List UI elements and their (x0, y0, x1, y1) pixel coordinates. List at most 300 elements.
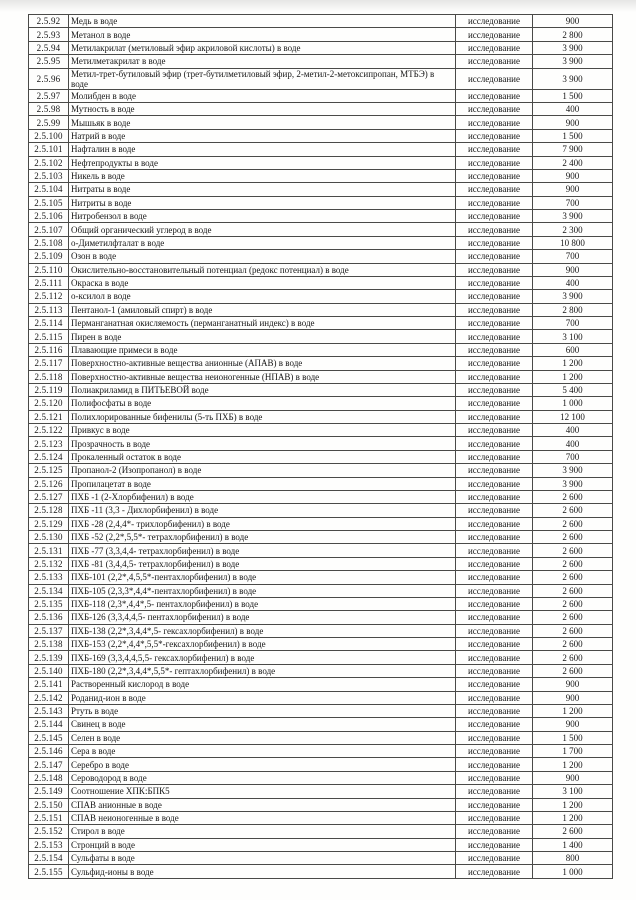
unit-cell: исследование (456, 236, 533, 249)
unit-cell: исследование (456, 477, 533, 490)
price-cell: 2 600 (533, 584, 613, 597)
unit-cell: исследование (456, 276, 533, 289)
price-cell: 1 500 (533, 89, 613, 102)
price-cell: 10 800 (533, 236, 613, 249)
price-cell: 1 200 (533, 811, 613, 824)
unit-cell: исследование (456, 263, 533, 276)
row-number-cell: 2.5.104 (29, 183, 69, 196)
price-cell: 800 (533, 852, 613, 865)
table-row (29, 156, 613, 169)
row-number-cell: 2.5.92 (29, 15, 69, 28)
price-cell: 2 800 (533, 303, 613, 316)
table-row (29, 504, 613, 517)
unit-cell: исследование (456, 557, 533, 570)
service-name-cell: Нитробензол в воде (69, 210, 456, 223)
unit-cell: исследование (456, 597, 533, 610)
table-row (29, 290, 613, 303)
table-row (29, 15, 613, 28)
row-number-cell: 2.5.151 (29, 811, 69, 824)
table-row (29, 718, 613, 731)
service-name-cell: Стирол в воде (69, 825, 456, 838)
service-name-cell: Перманганатная окисляемость (перманганатный индекс) в воде (69, 317, 456, 330)
unit-cell: исследование (456, 89, 533, 102)
service-name-cell: Сера в воде (69, 745, 456, 758)
table-row (29, 370, 613, 383)
row-number-cell: 2.5.136 (29, 611, 69, 624)
row-number-cell: 2.5.139 (29, 651, 69, 664)
service-name-cell: Медь в воде (69, 15, 456, 28)
service-name-cell: ПХБ-118 (2,3*,4,4*,5- пентахлорбифенил) в воде (69, 597, 456, 610)
table-row (29, 89, 613, 102)
row-number-cell: 2.5.111 (29, 276, 69, 289)
service-name-cell: Поверхностно-активные вещества анионные (АПАВ) в воде (69, 357, 456, 370)
service-name-cell: Натрий в воде (69, 129, 456, 142)
service-name-cell: Прокаленный остаток в воде (69, 450, 456, 463)
row-number-cell: 2.5.125 (29, 464, 69, 477)
table-row (29, 343, 613, 356)
unit-cell: исследование (456, 758, 533, 771)
table-row (29, 745, 613, 758)
row-number-cell: 2.5.129 (29, 517, 69, 530)
price-cell: 600 (533, 343, 613, 356)
service-name-cell: Роданид-ион в воде (69, 691, 456, 704)
unit-cell: исследование (456, 410, 533, 423)
service-name-cell: Метилакрилат (метиловый эфир акриловой кислоты) в воде (69, 41, 456, 54)
row-number-cell: 2.5.148 (29, 771, 69, 784)
row-number-cell: 2.5.140 (29, 664, 69, 677)
row-number-cell: 2.5.155 (29, 865, 69, 878)
price-cell: 3 100 (533, 330, 613, 343)
unit-cell: исследование (456, 865, 533, 878)
table-row (29, 437, 613, 450)
price-cell: 3 900 (533, 55, 613, 68)
price-cell: 400 (533, 437, 613, 450)
service-name-cell: Растворенный кислород в воде (69, 678, 456, 691)
unit-cell: исследование (456, 103, 533, 116)
unit-cell: исследование (456, 55, 533, 68)
row-number-cell: 2.5.120 (29, 397, 69, 410)
row-number-cell: 2.5.122 (29, 424, 69, 437)
price-cell: 2 600 (533, 490, 613, 503)
price-cell: 2 600 (533, 544, 613, 557)
price-cell: 2 600 (533, 504, 613, 517)
row-number-cell: 2.5.146 (29, 745, 69, 758)
table-row (29, 383, 613, 396)
service-name-cell: ПХБ-105 (2,3,3*,4,4*-пентахлорбифенил) в воде (69, 584, 456, 597)
unit-cell: исследование (456, 651, 533, 664)
row-number-cell: 2.5.99 (29, 116, 69, 129)
unit-cell: исследование (456, 490, 533, 503)
unit-cell: исследование (456, 156, 533, 169)
price-cell: 900 (533, 169, 613, 182)
service-name-cell: Плавающие примеси в воде (69, 343, 456, 356)
row-number-cell: 2.5.96 (29, 68, 69, 89)
price-cell: 700 (533, 250, 613, 263)
price-cell: 900 (533, 263, 613, 276)
service-name-cell: ПХБ-153 (2,2*,4,4*,5,5*-гексахлорбифенил) в воде (69, 638, 456, 651)
table-row (29, 183, 613, 196)
price-cell: 3 900 (533, 477, 613, 490)
price-table-body (29, 15, 613, 879)
service-name-cell: Озон в воде (69, 250, 456, 263)
row-number-cell: 2.5.138 (29, 638, 69, 651)
unit-cell: исследование (456, 678, 533, 691)
row-number-cell: 2.5.119 (29, 383, 69, 396)
price-cell: 12 100 (533, 410, 613, 423)
unit-cell: исследование (456, 250, 533, 263)
price-cell: 2 600 (533, 557, 613, 570)
service-name-cell: ПХБ -1 (2-Хлорбифенил) в воде (69, 490, 456, 503)
unit-cell: исследование (456, 771, 533, 784)
service-name-cell: Окраска в воде (69, 276, 456, 289)
service-name-cell: Никель в воде (69, 169, 456, 182)
price-cell: 3 900 (533, 68, 613, 89)
table-row (29, 651, 613, 664)
unit-cell: исследование (456, 531, 533, 544)
unit-cell: исследование (456, 28, 533, 41)
row-number-cell: 2.5.152 (29, 825, 69, 838)
table-row (29, 357, 613, 370)
service-name-cell: о-ксилол в воде (69, 290, 456, 303)
table-row (29, 597, 613, 610)
table-row (29, 410, 613, 423)
unit-cell: исследование (456, 544, 533, 557)
unit-cell: исследование (456, 143, 533, 156)
unit-cell: исследование (456, 571, 533, 584)
row-number-cell: 2.5.127 (29, 490, 69, 503)
unit-cell: исследование (456, 731, 533, 744)
unit-cell: исследование (456, 330, 533, 343)
price-cell: 900 (533, 691, 613, 704)
price-table (28, 14, 613, 879)
price-cell: 2 600 (533, 597, 613, 610)
service-name-cell: СПАВ анионные в воде (69, 798, 456, 811)
price-cell: 1 000 (533, 397, 613, 410)
table-row (29, 464, 613, 477)
unit-cell: исследование (456, 718, 533, 731)
table-row (29, 611, 613, 624)
table-row (29, 691, 613, 704)
price-cell: 900 (533, 15, 613, 28)
row-number-cell: 2.5.102 (29, 156, 69, 169)
unit-cell: исследование (456, 210, 533, 223)
row-number-cell: 2.5.107 (29, 223, 69, 236)
table-row (29, 664, 613, 677)
row-number-cell: 2.5.134 (29, 584, 69, 597)
row-number-cell: 2.5.94 (29, 41, 69, 54)
table-row (29, 624, 613, 637)
table-row (29, 865, 613, 878)
row-number-cell: 2.5.117 (29, 357, 69, 370)
row-number-cell: 2.5.133 (29, 571, 69, 584)
service-name-cell: Сульфаты в воде (69, 852, 456, 865)
row-number-cell: 2.5.143 (29, 704, 69, 717)
price-cell: 1 200 (533, 758, 613, 771)
row-number-cell: 2.5.114 (29, 317, 69, 330)
table-row (29, 798, 613, 811)
unit-cell: исследование (456, 664, 533, 677)
service-name-cell: Сульфид-ионы в воде (69, 865, 456, 878)
row-number-cell: 2.5.115 (29, 330, 69, 343)
service-name-cell: Метил-трет-бутиловый эфир (трет-бутилметиловый эфир, 2-метил-2-метоксипропан, МТБЭ) в воде (69, 68, 456, 89)
service-name-cell: Прозрачность в воде (69, 437, 456, 450)
table-row (29, 557, 613, 570)
unit-cell: исследование (456, 504, 533, 517)
service-name-cell: Селен в воде (69, 731, 456, 744)
row-number-cell: 2.5.131 (29, 544, 69, 557)
row-number-cell: 2.5.106 (29, 210, 69, 223)
row-number-cell: 2.5.154 (29, 852, 69, 865)
unit-cell: исследование (456, 464, 533, 477)
service-name-cell: Метилметакрилат в воде (69, 55, 456, 68)
unit-cell: исследование (456, 41, 533, 54)
service-name-cell: Мутность в воде (69, 103, 456, 116)
row-number-cell: 2.5.95 (29, 55, 69, 68)
service-name-cell: Пропилацетат в воде (69, 477, 456, 490)
price-cell: 900 (533, 183, 613, 196)
service-name-cell: ПХБ -52 (2,2*,5,5*- тетрахлорбифенил) в воде (69, 531, 456, 544)
row-number-cell: 2.5.141 (29, 678, 69, 691)
service-name-cell: Полифосфаты в воде (69, 397, 456, 410)
table-row (29, 41, 613, 54)
price-cell: 5 400 (533, 383, 613, 396)
price-cell: 400 (533, 103, 613, 116)
unit-cell: исследование (456, 303, 533, 316)
row-number-cell: 2.5.142 (29, 691, 69, 704)
service-name-cell: Полихлорированные бифенилы (5-ть ПХБ) в воде (69, 410, 456, 423)
service-name-cell: Нафталин в воде (69, 143, 456, 156)
price-cell: 2 600 (533, 517, 613, 530)
unit-cell: исследование (456, 838, 533, 851)
price-cell: 2 300 (533, 223, 613, 236)
row-number-cell: 2.5.144 (29, 718, 69, 731)
price-cell: 2 800 (533, 28, 613, 41)
row-number-cell: 2.5.130 (29, 531, 69, 544)
table-row (29, 811, 613, 824)
table-row (29, 490, 613, 503)
service-name-cell: Стронций в воде (69, 838, 456, 851)
price-cell: 2 600 (533, 611, 613, 624)
price-cell: 2 600 (533, 531, 613, 544)
service-name-cell: Свинец в воде (69, 718, 456, 731)
unit-cell: исследование (456, 183, 533, 196)
service-name-cell: ПХБ -81 (3,4,4,5- тетрахлорбифенил) в воде (69, 557, 456, 570)
service-name-cell: ПХБ-138 (2,2*,3,4,4*,5- гексахлорбифенил) в воде (69, 624, 456, 637)
price-cell: 1 500 (533, 129, 613, 142)
price-cell: 700 (533, 196, 613, 209)
price-cell: 900 (533, 771, 613, 784)
price-cell: 900 (533, 718, 613, 731)
row-number-cell: 2.5.109 (29, 250, 69, 263)
service-name-cell: Метанол в воде (69, 28, 456, 41)
price-cell: 2 400 (533, 156, 613, 169)
unit-cell: исследование (456, 383, 533, 396)
row-number-cell: 2.5.132 (29, 557, 69, 570)
table-row (29, 785, 613, 798)
unit-cell: исследование (456, 129, 533, 142)
table-row (29, 103, 613, 116)
service-name-cell: Мышьяк в воде (69, 116, 456, 129)
table-row (29, 838, 613, 851)
service-name-cell: ПХБ-126 (3,3,4,4,5- пентахлорбифенил) в воде (69, 611, 456, 624)
service-name-cell: Нитриты в воде (69, 196, 456, 209)
unit-cell: исследование (456, 811, 533, 824)
service-name-cell: ПХБ -77 (3,3,4,4- тетрахлорбифенил) в воде (69, 544, 456, 557)
service-name-cell: Соотношение ХПК:БПК5 (69, 785, 456, 798)
table-row (29, 317, 613, 330)
service-name-cell: Серебро в воде (69, 758, 456, 771)
row-number-cell: 2.5.128 (29, 504, 69, 517)
table-row (29, 68, 613, 89)
unit-cell: исследование (456, 611, 533, 624)
row-number-cell: 2.5.112 (29, 290, 69, 303)
price-cell: 3 100 (533, 785, 613, 798)
price-cell: 1 200 (533, 704, 613, 717)
table-row (29, 250, 613, 263)
row-number-cell: 2.5.123 (29, 437, 69, 450)
unit-cell: исследование (456, 450, 533, 463)
service-name-cell: Сероводород в воде (69, 771, 456, 784)
price-cell: 2 600 (533, 638, 613, 651)
table-row (29, 584, 613, 597)
price-cell: 1 400 (533, 838, 613, 851)
row-number-cell: 2.5.150 (29, 798, 69, 811)
unit-cell: исследование (456, 584, 533, 597)
unit-cell: исследование (456, 357, 533, 370)
table-row (29, 169, 613, 182)
price-cell: 3 900 (533, 41, 613, 54)
price-cell: 1 200 (533, 357, 613, 370)
row-number-cell: 2.5.124 (29, 450, 69, 463)
price-cell: 3 900 (533, 464, 613, 477)
row-number-cell: 2.5.116 (29, 343, 69, 356)
unit-cell: исследование (456, 785, 533, 798)
unit-cell: исследование (456, 691, 533, 704)
row-number-cell: 2.5.121 (29, 410, 69, 423)
table-row (29, 678, 613, 691)
service-name-cell: Ртуть в воде (69, 704, 456, 717)
row-number-cell: 2.5.135 (29, 597, 69, 610)
table-row (29, 129, 613, 142)
service-name-cell: ПХБ-180 (2,2*,3,4,4*,5,5*- гептахлорбифенил) в воде (69, 664, 456, 677)
row-number-cell: 2.5.118 (29, 370, 69, 383)
service-name-cell: Полиакриламид в ПИТЬЕВОЙ воде (69, 383, 456, 396)
unit-cell: исследование (456, 704, 533, 717)
row-number-cell: 2.5.103 (29, 169, 69, 182)
price-cell: 7 900 (533, 143, 613, 156)
unit-cell: исследование (456, 116, 533, 129)
table-row (29, 544, 613, 557)
service-name-cell: Пропанол-2 (Изопропанол) в воде (69, 464, 456, 477)
service-name-cell: Привкус в воде (69, 424, 456, 437)
unit-cell: исследование (456, 798, 533, 811)
table-row (29, 704, 613, 717)
table-row (29, 731, 613, 744)
table-row (29, 531, 613, 544)
table-row (29, 450, 613, 463)
table-row (29, 571, 613, 584)
unit-cell: исследование (456, 169, 533, 182)
row-number-cell: 2.5.93 (29, 28, 69, 41)
price-cell: 900 (533, 116, 613, 129)
price-cell: 1 200 (533, 798, 613, 811)
price-cell: 400 (533, 424, 613, 437)
table-row (29, 517, 613, 530)
row-number-cell: 2.5.108 (29, 236, 69, 249)
service-name-cell: Молибден в воде (69, 89, 456, 102)
price-cell: 1 500 (533, 731, 613, 744)
unit-cell: исследование (456, 424, 533, 437)
unit-cell: исследование (456, 517, 533, 530)
table-row (29, 236, 613, 249)
scan-edge-artifact (0, 0, 636, 12)
table-row (29, 263, 613, 276)
table-row (29, 758, 613, 771)
row-number-cell: 2.5.110 (29, 263, 69, 276)
unit-cell: исследование (456, 638, 533, 651)
unit-cell: исследование (456, 825, 533, 838)
row-number-cell: 2.5.147 (29, 758, 69, 771)
unit-cell: исследование (456, 317, 533, 330)
service-name-cell: ПХБ -28 (2,4,4*- трихлорбифенил) в воде (69, 517, 456, 530)
service-name-cell: Нитраты в воде (69, 183, 456, 196)
price-cell: 3 900 (533, 290, 613, 303)
unit-cell: исследование (456, 397, 533, 410)
service-name-cell: Общий органический углерод в воде (69, 223, 456, 236)
row-number-cell: 2.5.145 (29, 731, 69, 744)
price-cell: 2 600 (533, 664, 613, 677)
row-number-cell: 2.5.97 (29, 89, 69, 102)
table-row (29, 210, 613, 223)
unit-cell: исследование (456, 624, 533, 637)
unit-cell: исследование (456, 437, 533, 450)
unit-cell: исследование (456, 290, 533, 303)
unit-cell: исследование (456, 370, 533, 383)
row-number-cell: 2.5.101 (29, 143, 69, 156)
row-number-cell: 2.5.153 (29, 838, 69, 851)
service-name-cell: Пентанол-1 (амиловый спирт) в воде (69, 303, 456, 316)
price-cell: 900 (533, 678, 613, 691)
price-cell: 400 (533, 276, 613, 289)
table-row (29, 825, 613, 838)
service-name-cell: ПХБ -11 (3,3 - Дихлорбифенил) в воде (69, 504, 456, 517)
price-cell: 1 700 (533, 745, 613, 758)
table-row (29, 638, 613, 651)
table-row (29, 330, 613, 343)
unit-cell: исследование (456, 852, 533, 865)
service-name-cell: ПХБ-169 (3,3,4,4,5,5- гексахлорбифенил) в воде (69, 651, 456, 664)
price-cell: 2 600 (533, 624, 613, 637)
row-number-cell: 2.5.113 (29, 303, 69, 316)
table-row (29, 276, 613, 289)
table-row (29, 424, 613, 437)
service-name-cell: Нефтепродукты в воде (69, 156, 456, 169)
service-name-cell: Окислительно-восстановительный потенциал (редокс потенциал) в воде (69, 263, 456, 276)
unit-cell: исследование (456, 343, 533, 356)
price-cell: 2 600 (533, 825, 613, 838)
unit-cell: исследование (456, 223, 533, 236)
row-number-cell: 2.5.105 (29, 196, 69, 209)
price-cell: 3 900 (533, 210, 613, 223)
unit-cell: исследование (456, 68, 533, 89)
table-row (29, 852, 613, 865)
table-row (29, 223, 613, 236)
service-name-cell: Поверхностно-активные вещества неионогенные (НПАВ) в воде (69, 370, 456, 383)
price-cell: 700 (533, 450, 613, 463)
unit-cell: исследование (456, 196, 533, 209)
service-name-cell: ПХБ-101 (2,2*,4,5,5*-пентахлорбифенил) в воде (69, 571, 456, 584)
service-name-cell: о-Диметилфталат в воде (69, 236, 456, 249)
